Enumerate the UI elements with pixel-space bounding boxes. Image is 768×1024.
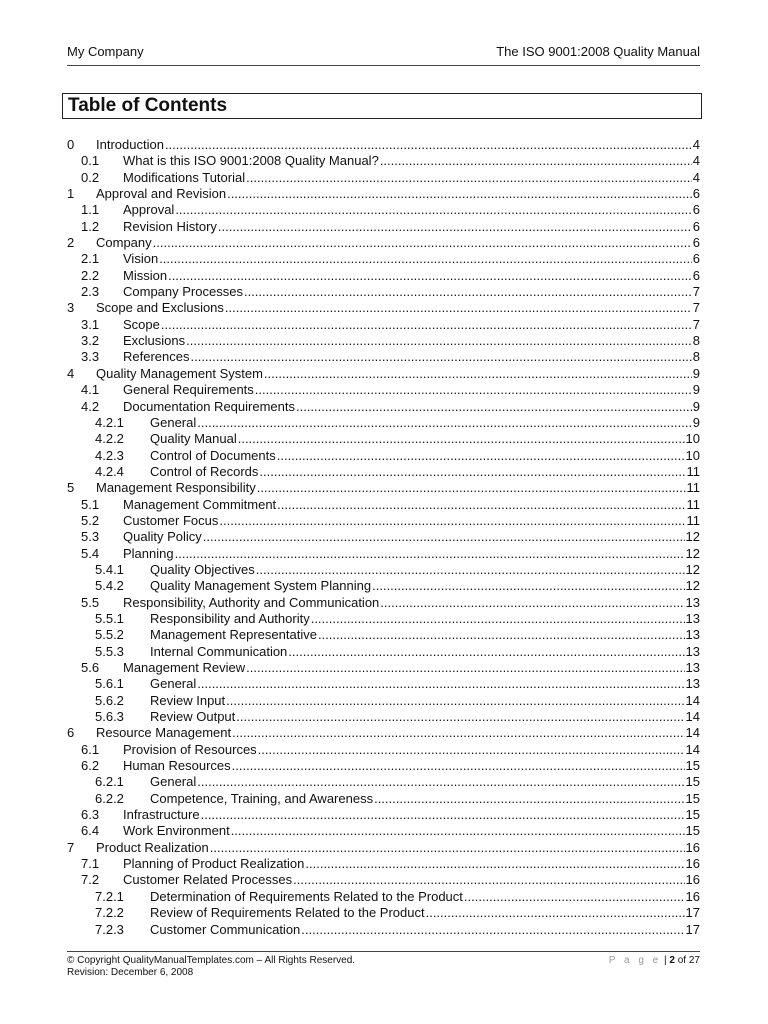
- toc-entry[interactable]: [67, 758, 700, 774]
- toc-entry-title: Planning: [123, 545, 174, 561]
- toc-entry-title: Customer Communication: [150, 921, 301, 937]
- toc-entry-page: 9: [692, 365, 700, 381]
- toc-entry-page: 14: [685, 741, 700, 757]
- toc-entry-title: Review Output: [150, 709, 236, 725]
- toc-entry-page: 4: [692, 153, 700, 169]
- toc-entry-page: 13: [685, 660, 700, 675]
- toc-entry-title: General Requirements: [123, 382, 254, 398]
- toc-entry-page: 16: [685, 839, 700, 855]
- toc-entry-title: Revision History: [123, 218, 217, 234]
- toc-entry-number: 3: [67, 300, 75, 316]
- toc-entry-title: Determination of Requirements Related to the Product: [150, 888, 463, 904]
- toc-entry[interactable]: [67, 366, 700, 382]
- toc-entry-title: Quality Policy: [123, 529, 202, 545]
- toc-entry-title: General: [150, 774, 197, 790]
- toc-entry-number: 7.2.2: [95, 905, 124, 921]
- toc-entry-page: 12: [685, 561, 700, 577]
- toc-entry-number: 2.2: [81, 267, 100, 283]
- toc-entry-number: 7.1: [81, 856, 100, 872]
- toc-entry[interactable]: [67, 529, 700, 545]
- toc-entry-number: 5: [67, 480, 75, 496]
- total-pages: of 27: [677, 955, 700, 966]
- toc-entry-page: 11: [686, 496, 700, 512]
- toc-entry[interactable]: [67, 676, 700, 692]
- toc-entry[interactable]: [67, 186, 700, 202]
- toc-dot-leader: [277, 497, 685, 513]
- toc-dot-leader: [293, 872, 684, 888]
- toc-entry-title: Quality Management System Planning: [150, 578, 372, 594]
- toc-entry-page: 6: [692, 218, 700, 234]
- toc-dot-leader: [372, 578, 684, 594]
- toc-entry[interactable]: [67, 137, 700, 153]
- toc-entry-page: 12: [685, 529, 700, 545]
- toc-entry[interactable]: [67, 235, 700, 251]
- toc-entry-page: 15: [685, 807, 700, 823]
- toc-entry-title: Customer Related Processes: [123, 872, 293, 888]
- toc-entry-page: 7: [692, 284, 700, 300]
- toc-entry-page: 10: [685, 447, 700, 463]
- toc-entry[interactable]: [67, 905, 700, 921]
- toc-entry-page: 4: [692, 169, 700, 185]
- toc-entry-page: 12: [685, 545, 700, 561]
- toc-entry-page: 9: [692, 382, 700, 398]
- toc-entry-number: 3.2: [81, 333, 100, 349]
- toc-entry-number: 6.3: [81, 807, 100, 823]
- toc-entry-title: Scope: [123, 316, 160, 332]
- toc-dot-leader: [246, 170, 692, 186]
- toc-entry[interactable]: [67, 922, 700, 938]
- toc-entry[interactable]: [67, 431, 700, 447]
- toc-entry[interactable]: [67, 595, 700, 611]
- toc-entry-page: 13: [685, 676, 700, 692]
- page-separator: |: [664, 955, 667, 966]
- toc-entry-number: 5.1: [81, 496, 100, 512]
- toc-dot-leader: [305, 856, 684, 872]
- toc-entry-page: 11: [686, 512, 700, 528]
- toc-entry-page: 6: [692, 267, 700, 283]
- toc-entry-title: Documentation Requirements: [123, 398, 295, 414]
- toc-entry-page: 16: [685, 856, 700, 872]
- toc-dot-leader: [225, 300, 692, 316]
- page-label: P a g e: [608, 955, 662, 966]
- toc-dot-leader: [197, 774, 684, 790]
- toc-dot-leader: [259, 464, 685, 480]
- toc-entry-page: 11: [686, 463, 700, 479]
- toc-entry[interactable]: [67, 660, 700, 676]
- toc-entry[interactable]: [67, 709, 700, 725]
- toc-entry[interactable]: [67, 464, 700, 480]
- toc-entry-number: 5.6.1: [95, 676, 124, 692]
- toc-dot-leader: [380, 153, 692, 169]
- toc-entry-number: 5.5: [81, 594, 100, 610]
- toc-dot-leader: [159, 251, 692, 267]
- toc-entry-number: 4.2.1: [95, 414, 124, 430]
- toc-entry-number: 4.2.3: [95, 447, 124, 463]
- page-indicator: [609, 955, 700, 967]
- toc-entry-title: Quality Objectives: [150, 561, 255, 577]
- toc-dot-leader: [264, 366, 692, 382]
- toc-dot-leader: [380, 595, 684, 611]
- toc-entry[interactable]: [67, 627, 700, 643]
- toc-dot-leader: [197, 676, 684, 692]
- toc-entry-title: Human Resources: [123, 758, 231, 774]
- toc-dot-leader: [288, 644, 684, 660]
- toc-entry-page: 8: [692, 333, 700, 349]
- toc-entry-number: 3.3: [81, 349, 100, 365]
- toc-entry-title: Internal Communication: [150, 643, 288, 659]
- toc-entry-title: Company: [96, 235, 152, 251]
- toc-entry-page: 16: [685, 888, 700, 904]
- toc-dot-leader: [201, 807, 685, 823]
- toc-title: Table of Contents: [62, 93, 702, 119]
- toc-entry-number: 6.2.2: [95, 790, 124, 806]
- toc-entry-title: Company Processes: [123, 284, 243, 300]
- toc-list: [67, 137, 700, 938]
- toc-dot-leader: [227, 186, 692, 202]
- toc-entry[interactable]: [67, 382, 700, 398]
- toc-entry-page: 13: [685, 627, 700, 643]
- toc-entry-title: What is this ISO 9001:2008 Quality Manual?: [123, 153, 379, 169]
- toc-dot-leader: [203, 529, 685, 545]
- toc-entry[interactable]: [67, 742, 700, 758]
- revision-text: Revision: December 6, 2008: [67, 967, 194, 978]
- toc-entry[interactable]: [67, 349, 700, 365]
- toc-entry-page: 17: [685, 921, 700, 937]
- toc-entry[interactable]: [67, 725, 700, 741]
- toc-entry[interactable]: [67, 300, 700, 316]
- toc-entry-number: 4.2: [81, 398, 100, 414]
- toc-entry-page: 9: [692, 398, 700, 414]
- toc-entry-number: 7: [67, 839, 75, 855]
- toc-entry[interactable]: [67, 791, 700, 807]
- toc-entry-title: Planning of Product Realization: [123, 856, 305, 872]
- toc-entry-title: Control of Documents: [150, 447, 276, 463]
- toc-entry-title: Review Input: [150, 692, 226, 708]
- toc-entry-title: Work Environment: [123, 823, 230, 839]
- toc-entry-number: 5.6.3: [95, 709, 124, 725]
- toc-entry-title: Management Review: [123, 660, 246, 675]
- toc-entry-page: 10: [685, 431, 700, 447]
- toc-entry-page: 9: [692, 414, 700, 430]
- toc-dot-leader: [374, 791, 684, 807]
- toc-entry[interactable]: [67, 497, 700, 513]
- toc-dot-leader: [256, 562, 685, 578]
- toc-entry[interactable]: [67, 856, 700, 872]
- toc-entry[interactable]: [67, 889, 700, 905]
- toc-entry[interactable]: [67, 807, 700, 823]
- toc-entry-number: 1: [67, 186, 75, 202]
- toc-entry-number: 5.5.2: [95, 627, 124, 643]
- toc-entry-title: Introduction: [96, 137, 164, 152]
- toc-dot-leader: [301, 922, 684, 938]
- current-page: 2: [669, 955, 675, 966]
- toc-entry[interactable]: [67, 153, 700, 169]
- toc-entry-title: Provision of Resources: [123, 741, 257, 757]
- toc-dot-leader: [168, 268, 692, 284]
- toc-dot-leader: [175, 202, 691, 218]
- toc-entry-number: 6.2: [81, 758, 100, 774]
- toc-entry-title: Resource Management: [96, 725, 232, 741]
- toc-entry[interactable]: [67, 644, 700, 660]
- toc-dot-leader: [210, 840, 685, 856]
- toc-entry-page: 16: [685, 872, 700, 888]
- toc-dot-leader: [197, 415, 692, 431]
- toc-dot-leader: [232, 758, 685, 774]
- toc-entry[interactable]: [67, 840, 700, 856]
- toc-entry-number: 5.5.1: [95, 610, 124, 626]
- company-name: My Company: [67, 44, 144, 59]
- toc-dot-leader: [236, 709, 684, 725]
- toc-entry[interactable]: [67, 513, 700, 529]
- toc-dot-leader: [238, 431, 685, 447]
- toc-entry-number: 5.4.2: [95, 578, 124, 594]
- toc-entry-number: 1.2: [81, 218, 100, 234]
- toc-entry-page: 6: [692, 186, 700, 202]
- toc-entry[interactable]: [67, 317, 700, 333]
- toc-entry[interactable]: [67, 415, 700, 431]
- toc-dot-leader: [246, 660, 684, 676]
- toc-entry[interactable]: [67, 611, 700, 627]
- toc-entry[interactable]: [67, 333, 700, 349]
- toc-entry-title: Approval and Revision: [96, 186, 227, 202]
- page-header: [67, 44, 700, 66]
- toc-entry-number: 4.2.2: [95, 431, 124, 447]
- toc-entry-page: 13: [685, 643, 700, 659]
- toc-entry-page: 15: [685, 790, 700, 806]
- toc-entry[interactable]: [67, 399, 700, 415]
- toc-entry-number: 6.2.1: [95, 774, 124, 790]
- toc-dot-leader: [244, 284, 692, 300]
- toc-entry-number: 1.1: [81, 202, 100, 218]
- toc-entry-page: 6: [692, 235, 700, 251]
- toc-entry[interactable]: [67, 872, 700, 888]
- toc-entry-number: 6.4: [81, 823, 100, 839]
- toc-dot-leader: [257, 480, 686, 496]
- toc-entry-title: Management Commitment: [123, 496, 277, 512]
- toc-dot-leader: [165, 137, 692, 153]
- toc-entry-page: 12: [685, 578, 700, 594]
- toc-entry-number: 5.2: [81, 512, 100, 528]
- toc-dot-leader: [277, 448, 685, 464]
- toc-entry-title: Approval: [123, 202, 175, 218]
- toc-dot-leader: [190, 349, 691, 365]
- toc-entry-title: Responsibility and Authority: [150, 610, 310, 626]
- toc-entry-title: Management Responsibility: [96, 480, 256, 496]
- copyright-text: © Copyright QualityManualTemplates.com – All Rights Reserved.: [67, 955, 356, 966]
- toc-entry[interactable]: [67, 546, 700, 562]
- toc-entry-page: 14: [685, 692, 700, 708]
- toc-entry[interactable]: [67, 284, 700, 300]
- toc-entry-number: 2.3: [81, 284, 100, 300]
- toc-entry-title: Mission: [123, 267, 168, 283]
- toc-entry-number: 0.1: [81, 153, 100, 169]
- toc-entry[interactable]: [67, 562, 700, 578]
- toc-entry-title: Exclusions: [123, 333, 186, 349]
- page-footer: [67, 951, 700, 979]
- toc-dot-leader: [219, 513, 685, 529]
- toc-entry-number: 5.4: [81, 545, 100, 561]
- toc-entry-title: Responsibility, Authority and Communication: [123, 594, 380, 610]
- toc-entry[interactable]: [67, 448, 700, 464]
- toc-entry-title: Quality Manual: [150, 431, 237, 447]
- toc-entry-number: 6.1: [81, 741, 100, 757]
- toc-entry-title: Modifications Tutorial: [123, 169, 246, 185]
- toc-entry[interactable]: [67, 219, 700, 235]
- toc-entry-number: 6: [67, 725, 75, 741]
- toc-entry-page: 14: [685, 709, 700, 725]
- toc-entry-number: 5.5.3: [95, 643, 124, 659]
- toc-entry-page: 13: [685, 610, 700, 626]
- toc-entry-title: Vision: [123, 251, 159, 267]
- toc-entry-page: 13: [685, 594, 700, 610]
- toc-entry-page: 11: [686, 480, 700, 496]
- toc-entry[interactable]: [67, 268, 700, 284]
- toc-entry-number: 2.1: [81, 251, 100, 267]
- toc-entry-number: 4.2.4: [95, 463, 124, 479]
- toc-dot-leader: [153, 235, 692, 251]
- toc-dot-leader: [426, 905, 685, 921]
- toc-entry-number: 4: [67, 365, 75, 381]
- toc-entry-page: 8: [692, 349, 700, 365]
- toc-dot-leader: [226, 693, 684, 709]
- toc-dot-leader: [318, 627, 685, 643]
- toc-dot-leader: [232, 725, 684, 741]
- toc-entry-number: 5.3: [81, 529, 100, 545]
- toc-entry[interactable]: [67, 693, 700, 709]
- toc-entry[interactable]: [67, 578, 700, 594]
- toc-entry-page: 7: [692, 300, 700, 316]
- toc-entry-number: 4.1: [81, 382, 100, 398]
- toc-entry-title: References: [123, 349, 190, 365]
- toc-entry-number: 5.6.2: [95, 692, 124, 708]
- toc-entry-page: 4: [692, 137, 700, 152]
- toc-entry-title: Control of Records: [150, 463, 259, 479]
- toc-entry[interactable]: [67, 823, 700, 839]
- toc-entry-title: Infrastructure: [123, 807, 200, 823]
- toc-entry-page: 14: [685, 725, 700, 741]
- toc-dot-leader: [296, 399, 692, 415]
- toc-entry[interactable]: [67, 251, 700, 267]
- toc-entry-title: Product Realization: [96, 839, 209, 855]
- toc-entry-title: Review of Requirements Related to the Product: [150, 905, 425, 921]
- toc-entry-page: 6: [692, 202, 700, 218]
- toc-dot-leader: [186, 333, 692, 349]
- toc-entry-title: General: [150, 676, 197, 692]
- toc-entry-number: 0.2: [81, 169, 100, 185]
- toc-entry-page: 6: [692, 251, 700, 267]
- toc-dot-leader: [258, 742, 685, 758]
- toc-entry-page: 15: [685, 823, 700, 839]
- toc-dot-leader: [311, 611, 685, 627]
- toc-dot-leader: [218, 219, 692, 235]
- toc-dot-leader: [175, 546, 685, 562]
- toc-entry-number: 0: [67, 137, 75, 152]
- toc-entry-number: 2: [67, 235, 75, 251]
- toc-entry-number: 3.1: [81, 316, 100, 332]
- toc-entry[interactable]: [67, 480, 700, 496]
- toc-entry-number: 5.4.1: [95, 561, 124, 577]
- toc-dot-leader: [161, 317, 692, 333]
- toc-dot-leader: [255, 382, 692, 398]
- document-title: The ISO 9001:2008 Quality Manual: [496, 44, 700, 59]
- toc-entry-page: 7: [692, 316, 700, 332]
- toc-dot-leader: [231, 823, 685, 839]
- toc-entry-number: 5.6: [81, 660, 100, 675]
- toc-entry-page: 17: [685, 905, 700, 921]
- toc-entry-title: Management Representative: [150, 627, 317, 643]
- toc-entry-page: 15: [685, 774, 700, 790]
- toc-entry-title: Quality Management System: [96, 365, 263, 381]
- toc-entry-number: 7.2.3: [95, 921, 124, 937]
- toc-entry-number: 7.2: [81, 872, 100, 888]
- toc-entry[interactable]: [67, 202, 700, 218]
- toc-entry-title: Customer Focus: [123, 512, 219, 528]
- toc-entry[interactable]: [67, 170, 700, 186]
- toc-entry-page: 15: [685, 758, 700, 774]
- toc-entry-title: Competence, Training, and Awareness: [150, 790, 374, 806]
- toc-entry[interactable]: [67, 774, 700, 790]
- toc-dot-leader: [464, 889, 685, 905]
- toc-entry-number: 7.2.1: [95, 888, 124, 904]
- toc-entry-title: Scope and Exclusions: [96, 300, 224, 316]
- toc-entry-title: General: [150, 414, 197, 430]
